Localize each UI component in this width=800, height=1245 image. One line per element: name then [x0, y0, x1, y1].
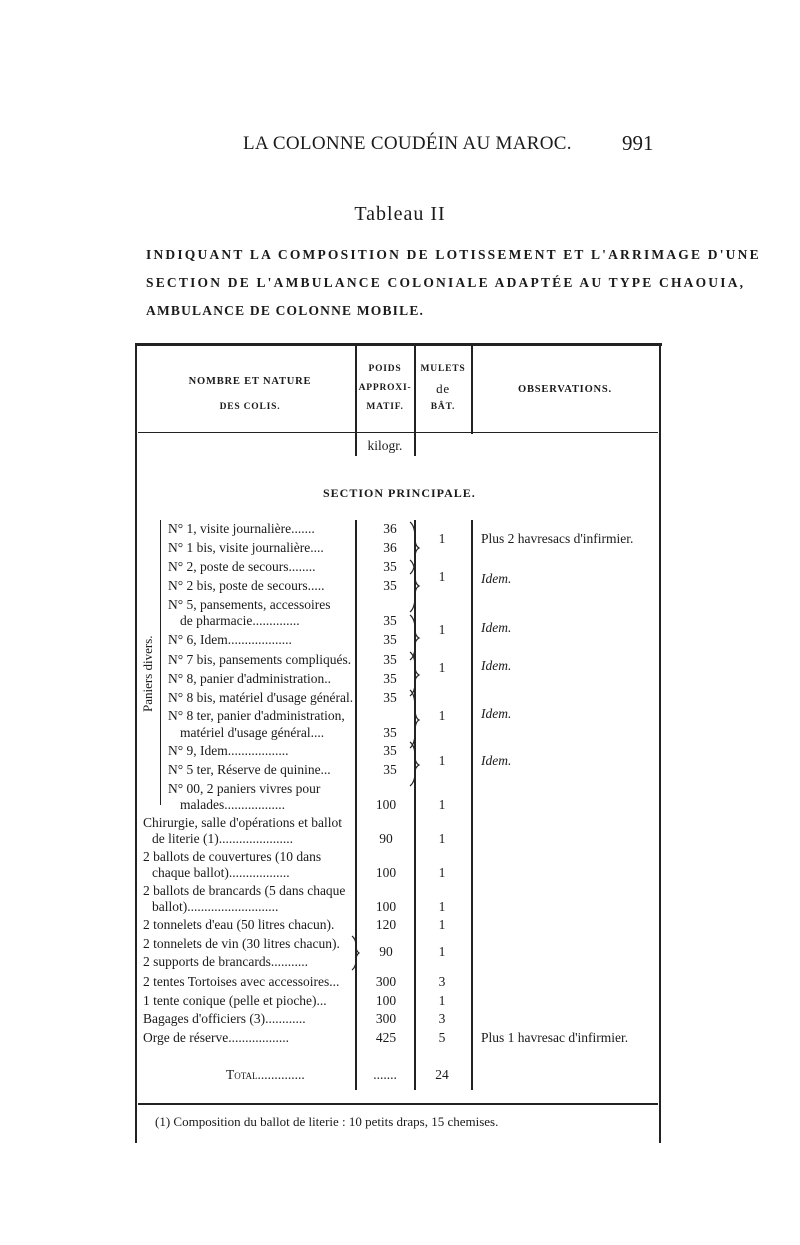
observation: Idem.	[481, 658, 512, 673]
row-label: de literie (1)......................	[152, 831, 293, 846]
row-label: N° 8, panier d'administration..	[168, 671, 332, 686]
row-label: 2 ballots de couvertures (10 dans	[143, 849, 322, 864]
poids-value: 35	[383, 652, 397, 667]
row-label: N° 2 bis, poste de secours.....	[168, 578, 325, 593]
observation: Plus 1 havresac d'infirmier.	[481, 1030, 629, 1045]
row-label: matériel d'usage général....	[180, 725, 325, 740]
poids-value: 35	[383, 632, 397, 647]
table-right-rule	[659, 343, 661, 1143]
poids-value: 35	[383, 725, 397, 740]
subtitle-line-2: SECTION DE L'AMBULANCE COLONIALE ADAPTÉE AU TYPE CHAOUIA,	[146, 275, 746, 290]
row-label: chaque ballot)..................	[152, 865, 290, 880]
mulets-value: 1	[438, 753, 446, 768]
col-rule-1c	[355, 520, 357, 1090]
mulets-value: 1	[438, 831, 446, 846]
row-label: 1 tente conique (pelle et pioche)...	[143, 993, 327, 1008]
observation: Idem.	[481, 620, 512, 635]
mulets-value: 5	[438, 1030, 446, 1045]
mulets-value: 1	[438, 531, 446, 546]
row-label: N° 8 bis, matériel d'usage général.	[168, 690, 354, 705]
footnote: (1) Composition du ballot de literie : 10 petits draps, 15 chemises.	[155, 1114, 499, 1129]
mulets-value: 1	[438, 660, 446, 675]
observation: Idem.	[481, 571, 512, 586]
poids-value-vin: 90	[379, 944, 393, 959]
row-label: N° 1, visite journalière.......	[168, 521, 315, 536]
row-label: N° 8 ter, panier d'administration,	[168, 708, 345, 723]
footnote-rule	[138, 1103, 658, 1105]
section-title: SECTION PRINCIPALE.	[323, 486, 476, 500]
mulets-value: 1	[438, 797, 446, 812]
subtitle-line-1: INDIQUANT LA COMPOSITION DE LOTISSEMENT ET L'ARRIMAGE D'UNE	[146, 247, 761, 262]
poids-value: 35	[383, 559, 397, 574]
row-label: N° 1 bis, visite journalière....	[168, 540, 324, 555]
mulets-value: 1	[438, 899, 446, 914]
row-label: de pharmacie..............	[180, 613, 300, 628]
mulets-value-vin: 1	[438, 944, 446, 959]
table-title: Tableau II	[354, 203, 446, 225]
mulets-value: 1	[438, 993, 446, 1008]
col-header-observations: OBSERVATIONS.	[518, 384, 612, 395]
poids-value: 300	[375, 974, 397, 989]
row-label: N° 7 bis, pansements compliqués.	[168, 652, 352, 667]
observation: Idem.	[481, 706, 512, 721]
col-rule-2b	[414, 434, 416, 456]
row-label: Chirurgie, salle d'opérations et ballot	[143, 815, 343, 830]
side-group-rule	[160, 520, 161, 805]
poids-value: 425	[375, 1030, 397, 1045]
col-header-mulets: MULETS	[420, 364, 466, 374]
row-label: N° 2, poste de secours........	[168, 559, 316, 574]
row-label: 2 supports de brancards...........	[143, 954, 308, 969]
row-label: malades..................	[180, 797, 285, 812]
row-label: N° 00, 2 paniers vivres pour	[168, 781, 321, 796]
poids-value: 36	[383, 540, 397, 555]
brace-vin	[350, 934, 360, 972]
poids-value: 100	[375, 797, 397, 812]
poids-value: 100	[375, 899, 397, 914]
poids-value: 36	[383, 521, 397, 536]
table-left-rule	[135, 343, 137, 1143]
mulets-value: 3	[438, 1011, 446, 1026]
unit-label: kilogr.	[367, 438, 403, 453]
row-label: 2 ballots de brancards (5 dans chaque	[143, 883, 346, 898]
side-group-label: Paniers divers.	[140, 635, 155, 712]
row-label: 2 tonnelets de vin (30 litres chacun).	[143, 936, 340, 951]
col-header-mulets-3: BÂT.	[430, 402, 456, 412]
col-header-nombre: NOMBRE ET NATURE	[188, 376, 312, 387]
brace-marks	[407, 520, 421, 810]
mulets-value: 3	[438, 974, 446, 989]
poids-value: 35	[383, 578, 397, 593]
observation: Idem.	[481, 753, 512, 768]
total-poids: .......	[373, 1067, 397, 1082]
poids-value: 35	[383, 671, 397, 686]
header-rule	[138, 432, 658, 433]
row-label: Orge de réserve..................	[143, 1030, 289, 1045]
running-title: LA COLONNE COUDÉIN AU MAROC.	[243, 133, 572, 154]
col-header-poids-2: APPROXI-	[358, 383, 412, 393]
observation: Plus 2 havresacs d'infirmier.	[481, 531, 634, 546]
poids-value: 300	[375, 1011, 397, 1026]
poids-value: 100	[375, 865, 397, 880]
mulets-value: 1	[438, 917, 446, 932]
total-mulets: 24	[435, 1067, 449, 1082]
total-label: Total..............	[226, 1067, 305, 1082]
subtitle-line-3: AMBULANCE DE COLONNE MOBILE.	[146, 303, 425, 318]
row-label: 2 tonnelets d'eau (50 litres chacun).	[143, 917, 335, 932]
mulets-value: 1	[438, 569, 446, 584]
mulets-value: 1	[438, 708, 446, 723]
poids-value: 35	[383, 690, 397, 705]
row-label: ballot)...........................	[152, 899, 279, 914]
poids-value: 35	[383, 743, 397, 758]
mulets-value: 1	[438, 622, 446, 637]
page-number: 991	[622, 131, 654, 155]
poids-value: 35	[383, 613, 397, 628]
poids-value: 100	[375, 993, 397, 1008]
col-header-poids: POIDS	[368, 364, 402, 374]
row-label: N° 5 ter, Réserve de quinine...	[168, 762, 331, 777]
poids-value: 35	[383, 762, 397, 777]
col-header-mulets-2: de	[436, 381, 450, 396]
table-top-rule	[135, 343, 662, 346]
row-label: N° 9, Idem..................	[168, 743, 289, 758]
row-label: Bagages d'officiers (3)............	[143, 1011, 306, 1026]
col-header-nombre-2: DES COLIS.	[219, 402, 281, 412]
mulets-value: 1	[438, 865, 446, 880]
row-label: N° 6, Idem...................	[168, 632, 292, 647]
poids-value: 120	[375, 917, 397, 932]
poids-value: 90	[379, 831, 393, 846]
col-rule-3c	[471, 520, 473, 1090]
row-label: N° 5, pansements, accessoires	[168, 597, 331, 612]
col-header-poids-3: MATIF.	[366, 402, 404, 412]
row-label: 2 tentes Tortoises avec accessoires...	[143, 974, 340, 989]
